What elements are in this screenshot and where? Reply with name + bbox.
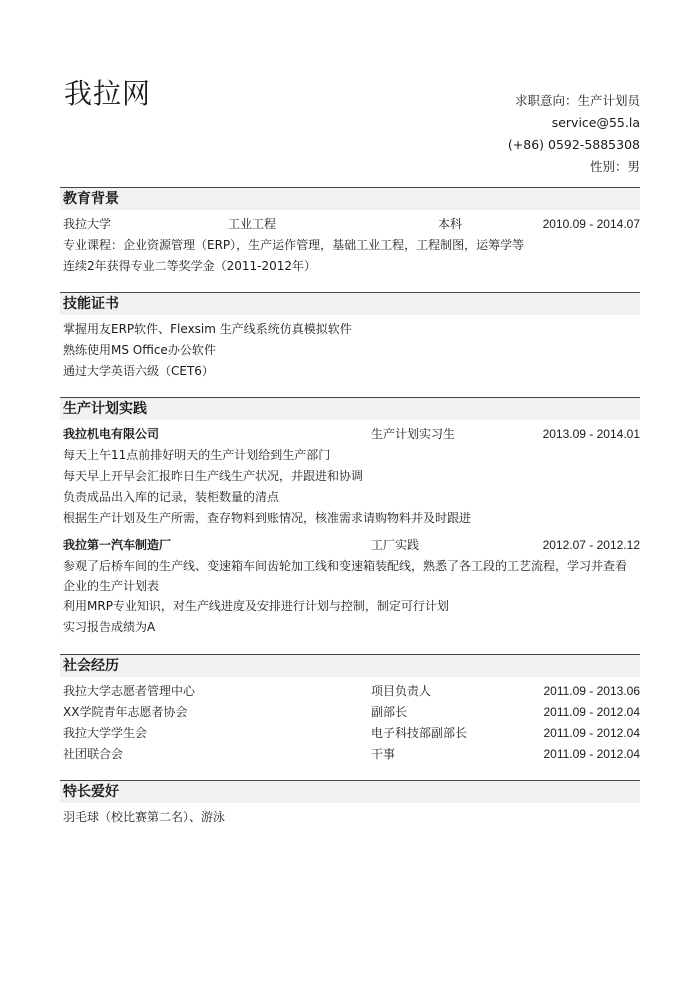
organization: 社团联合会 bbox=[63, 747, 124, 761]
candidate-name: 我拉网 bbox=[64, 77, 152, 110]
role: 生产计划实习生 bbox=[371, 427, 456, 441]
practice-entry-header bbox=[60, 424, 640, 445]
skill-item: 通过大学英语六级（CET6） bbox=[63, 364, 214, 378]
gender: 性别：男 bbox=[589, 159, 640, 174]
section-heading: 特长爱好 bbox=[60, 780, 640, 803]
organization: 我拉大学学生会 bbox=[63, 726, 148, 740]
social-row bbox=[60, 681, 640, 702]
date-range: 2010.09 - 2014.07 bbox=[542, 217, 640, 231]
hobbies-section bbox=[60, 780, 640, 828]
skill-item: 掌握用友ERP软件、Flexsim 生产线系统仿真模拟软件 bbox=[63, 322, 352, 336]
duty-line: 每天早上开早会汇报昨日生产线生产状况，并跟进和协调 bbox=[63, 469, 364, 483]
section-heading: 教育背景 bbox=[60, 187, 640, 210]
duty-line: 负责成品出入库的记录，装柜数量的清点 bbox=[63, 490, 280, 504]
social-section bbox=[60, 654, 640, 765]
position: 副部长 bbox=[371, 705, 408, 719]
duty-line: 根据生产计划及生产所需，查存物料到账情况，核准需求请购物料并及时跟进 bbox=[63, 511, 472, 525]
hobbies-text: 羽毛球（校比赛第二名）、游泳 bbox=[63, 810, 226, 824]
section-heading: 技能证书 bbox=[60, 292, 640, 315]
company: 我拉第一汽车制造厂 bbox=[63, 538, 172, 552]
section-heading: 社会经历 bbox=[60, 654, 640, 677]
duty-line: 利用MRP专业知识，对生产线进度及安排进行计划与控制，制定可行计划 bbox=[63, 599, 449, 613]
skills-section bbox=[60, 292, 640, 382]
position: 干事 bbox=[371, 747, 396, 761]
major: 工业工程 bbox=[228, 217, 277, 231]
role: 工厂实践 bbox=[371, 538, 420, 552]
education-row bbox=[60, 214, 640, 235]
courses: 专业课程：企业资源管理（ERP），生产运作管理，基础工业工程，工程制图，运筹学等 bbox=[63, 238, 525, 252]
date-range: 2011.09 - 2012.04 bbox=[543, 705, 640, 719]
contact-block bbox=[508, 90, 640, 178]
education-section bbox=[60, 187, 640, 277]
organization: 我拉大学志愿者管理中心 bbox=[63, 684, 196, 698]
social-row bbox=[60, 723, 640, 744]
date-range: 2011.09 - 2013.06 bbox=[543, 684, 640, 698]
duty-line: 参观了后桥车间的生产线、变速箱车间齿轮加工线和变速箱装配线，熟悉了各工段的工艺流程，学习并查看企业的生产计划表 bbox=[63, 559, 628, 593]
date-range: 2011.09 - 2012.04 bbox=[543, 747, 640, 761]
job-intent: 求职意向：生产计划员 bbox=[514, 93, 640, 108]
duty-line: 实习报告成绩为A bbox=[63, 620, 156, 634]
date-range: 2012.07 - 2012.12 bbox=[542, 538, 640, 552]
date-range: 2013.09 - 2014.01 bbox=[542, 427, 640, 441]
practice-section bbox=[60, 397, 640, 638]
email: service@55.la bbox=[551, 115, 640, 130]
position: 电子科技部副部长 bbox=[371, 726, 468, 740]
degree: 本科 bbox=[438, 217, 463, 231]
duty-line: 每天上午11点前排好明天的生产计划给到生产部门 bbox=[63, 448, 331, 462]
date-range: 2011.09 - 2012.04 bbox=[543, 726, 640, 740]
award: 连续2年获得专业二等奖学金（2011-2012年） bbox=[63, 259, 317, 273]
practice-entry-header bbox=[60, 535, 640, 556]
company: 我拉机电有限公司 bbox=[63, 427, 160, 441]
social-row bbox=[60, 744, 640, 765]
organization: XX学院青年志愿者协会 bbox=[63, 705, 188, 719]
school: 我拉大学 bbox=[63, 217, 112, 231]
social-row bbox=[60, 702, 640, 723]
skill-item: 熟练使用MS Office办公软件 bbox=[63, 343, 216, 357]
phone: (+86) 0592-5885308 bbox=[507, 137, 640, 152]
position: 项目负责人 bbox=[371, 684, 432, 698]
section-heading: 生产计划实践 bbox=[60, 397, 640, 420]
